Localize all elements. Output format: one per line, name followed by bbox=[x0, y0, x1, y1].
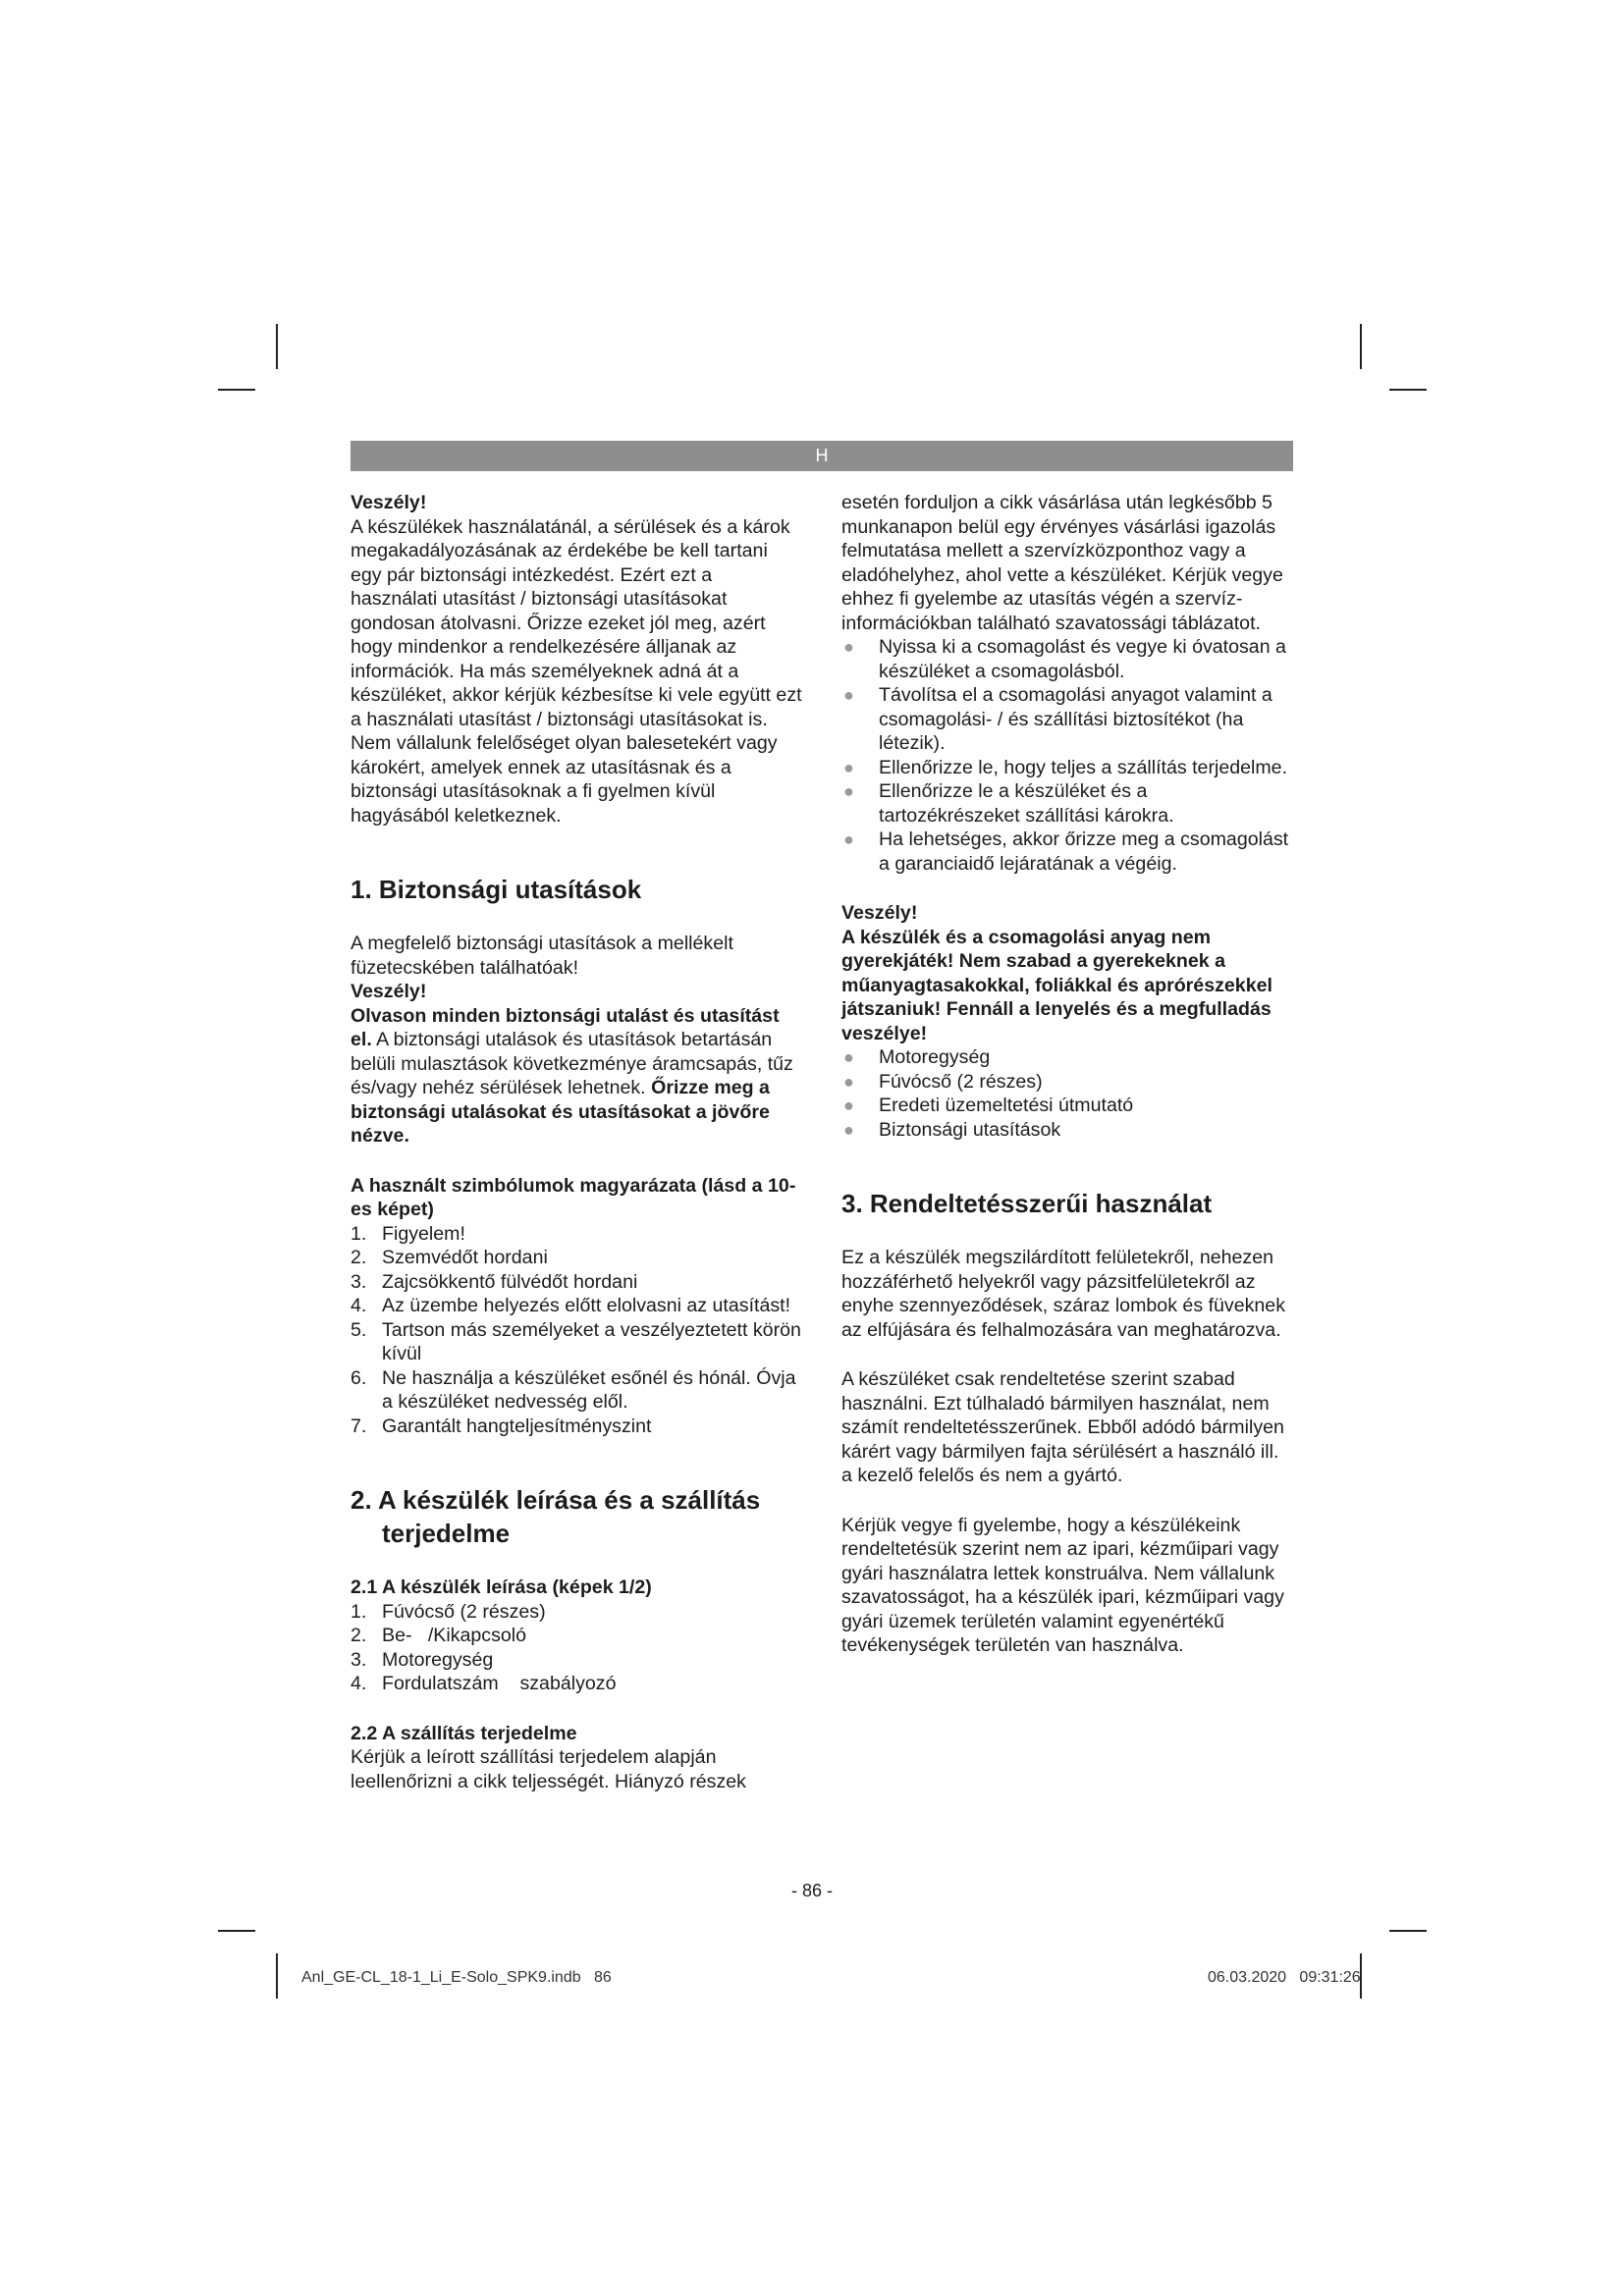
section-2-2-text: Kérjük a leírott szállítási terjedelem alapján leellenőrizni a cikk teljességét. Hiányzó részek bbox=[351, 1746, 746, 1792]
bullet-dot-icon: ● bbox=[843, 1047, 854, 1067]
item-number: 4. bbox=[351, 1673, 367, 1694]
list-item bbox=[351, 1270, 802, 1295]
crop-mark bbox=[276, 324, 278, 369]
item-text: Eredeti üzemeltetési útmutató bbox=[879, 1095, 1134, 1116]
item-text: Motoregység bbox=[879, 1046, 991, 1068]
list-item bbox=[841, 1045, 1293, 1070]
section-2-1-title: 2.1 A készülék leírása (képek 1/2) bbox=[351, 1576, 652, 1598]
list-item bbox=[351, 1318, 802, 1366]
bullet-dot-icon: ● bbox=[843, 637, 854, 657]
item-text: Be- /Kikapcsoló bbox=[382, 1625, 527, 1646]
item-number: 1. bbox=[351, 1600, 367, 1623]
list-item bbox=[351, 1366, 802, 1415]
item-text: Ellenőrizze le a készüléket és a tartozékrészeket szállítási károkra. bbox=[879, 780, 1174, 827]
item-text: Biztonsági utasítások bbox=[879, 1118, 1061, 1141]
warning-text: A készülék és a csomagolási anyag nem gyerekjáték! Nem szabad a gyerekeknek a műanyagtasakokkal, foliákkal és aprórészekkel játszaniuk! Fennáll a lenyelés és a megfulladás veszélye! bbox=[841, 926, 1272, 1044]
delivery-contents-list bbox=[841, 1045, 1293, 1142]
section-3-title: 3. Rendeltetésszerűi használat bbox=[841, 1189, 1213, 1218]
item-text: Figyelem! bbox=[382, 1222, 465, 1245]
item-text: Ne használja a készüléket esőnél és hónál. Óvja a készüléket nedvesség elől. bbox=[382, 1366, 796, 1413]
item-number: 3. bbox=[351, 1270, 367, 1293]
safety-paragraph bbox=[351, 1004, 802, 1148]
bullet-dot-icon: ● bbox=[843, 781, 854, 801]
section-2-2-title: 2.2 A szállítás terjedelme bbox=[351, 1722, 577, 1744]
list-item bbox=[841, 779, 1293, 828]
item-number: 4. bbox=[351, 1295, 367, 1316]
list-item bbox=[351, 1246, 802, 1270]
crop-mark bbox=[276, 1953, 278, 1999]
list-item bbox=[841, 1094, 1293, 1118]
item-number: 1. bbox=[351, 1222, 367, 1245]
item-text: Motoregység bbox=[382, 1648, 494, 1671]
list-item bbox=[841, 1070, 1293, 1095]
bullet-dot-icon: ● bbox=[843, 1095, 854, 1115]
warning-text: A készülékek használatánál, a sérülések és a károk megakadályozásának az érdekébe be kell tartani egy pár biztonsági intézkedést. Ezért ezt a használati utasítást / biztonsági utasításokat gondosan átolvasni. Őrizze ezeket jól meg, azért hogy mindenkor a rendelkezésére álljanak az információk. Ha más személyeknek adná át a készüléket, akkor kérjük kézbesítse ki vele együtt ezt a használati utasítást / biztonsági utasításokat is. Nem vállalunk felelőséget olyan balesetekért vagy károkért, amelyek ennek az utasításnak és a biztonsági utasításoknak a fi gyelmen kívül hagyásából keletkeznek. bbox=[351, 515, 802, 827]
list-item bbox=[351, 1624, 802, 1648]
footer-filename: Anl_GE-CL_18-1_Li_E-Solo_SPK9.indb 86 bbox=[301, 1969, 612, 1986]
list-item bbox=[351, 1672, 802, 1696]
item-number: 7. bbox=[351, 1415, 367, 1437]
item-text: Távolítsa el a csomagolási anyagot valamint a csomagolási- / és szállítási biztosítékot (ha létezik). bbox=[879, 684, 1272, 754]
item-text: Ha lehetséges, akkor őrizze meg a csomagolást a garanciaidő lejáratának a végéig. bbox=[879, 828, 1289, 875]
section-2-title: 2. A készülék leírása és a szállítás terjedelme bbox=[351, 1485, 761, 1548]
item-text: Fúvócső (2 részes) bbox=[879, 1070, 1043, 1093]
language-header-bar: H bbox=[351, 441, 1293, 471]
right-column bbox=[841, 491, 1293, 1658]
crop-mark bbox=[218, 1930, 255, 1932]
list-item bbox=[351, 1648, 802, 1673]
list-item bbox=[351, 1222, 802, 1247]
bullet-dot-icon: ● bbox=[843, 685, 854, 705]
list-item bbox=[351, 1415, 802, 1439]
list-item bbox=[841, 635, 1293, 683]
section-1-title: 1. Biztonsági utasítások bbox=[351, 875, 642, 904]
crop-mark bbox=[1389, 1930, 1427, 1932]
item-text: Az üzembe helyezés előtt elolvasni az utasítást! bbox=[382, 1295, 791, 1316]
crop-mark bbox=[1389, 389, 1427, 391]
item-text: Garantált hangteljesítményszint bbox=[382, 1415, 652, 1437]
left-column bbox=[351, 491, 802, 1793]
item-number: 6. bbox=[351, 1366, 367, 1389]
warning-title: Veszély! bbox=[351, 492, 427, 513]
item-text: Zajcsökkentő fülvédőt hordani bbox=[382, 1270, 638, 1293]
warning-title: Veszély! bbox=[841, 902, 918, 924]
symbols-title: A használt szimbólumok magyarázata (lásd a 10-es képet) bbox=[351, 1174, 796, 1220]
safety-text-1: A biztonsági utalások és utasítások betartásán belüli mulasztások következménye áramcsapás, tűz és/vagy nehéz sérülések lehetnek. bbox=[351, 1029, 793, 1098]
safety-warning-title: Veszély! bbox=[351, 981, 427, 1002]
item-number: 2. bbox=[351, 1247, 367, 1268]
intended-use-paragraph-2: A készüléket csak rendeltetése szerint szabad használni. Ezt túlhaladó bármilyen használat, nem számít rendeltetésszerűnek. Ebből adódó bármilyen kárért vagy bármilyen fajta sérülésért a használó ill. a kezelő felelős és nem a gyártó. bbox=[841, 1368, 1284, 1486]
bullet-dot-icon: ● bbox=[843, 829, 854, 849]
symbols-list bbox=[351, 1222, 802, 1439]
list-item bbox=[841, 828, 1293, 876]
intended-use-paragraph-1: Ez a készülék megszilárdított felületekről, nehezen hozzáférhető helyekről vagy pázsitfelületekről az enyhe szennyeződések, száraz lombok és füveknek az elfújására és felhalmozására van meghatározva. bbox=[841, 1247, 1285, 1341]
page-number: - 86 - bbox=[790, 1881, 833, 1900]
item-number: 5. bbox=[351, 1318, 367, 1341]
item-text: Fúvócső (2 részes) bbox=[382, 1600, 546, 1623]
item-text: Tartson más személyeket a veszélyeztetett körön kívül bbox=[382, 1318, 801, 1364]
item-text: Nyissa ki a csomagolást és vegye ki óvatosan a készüléket a csomagolásból. bbox=[879, 636, 1286, 682]
item-text: Fordulatszám szabályozó bbox=[382, 1673, 617, 1694]
bullet-dot-icon: ● bbox=[843, 1071, 854, 1092]
list-item bbox=[351, 1600, 802, 1625]
parts-list bbox=[351, 1600, 802, 1696]
safety-bold-2: Őrizze meg a biztonsági utalásokat és utasításokat a jövőre nézve. bbox=[351, 1077, 770, 1147]
safety-intro: A megfelelő biztonsági utasítások a mellékelt füzetecskében találhatóak! bbox=[351, 933, 733, 979]
item-number: 2. bbox=[351, 1625, 367, 1646]
item-number: 3. bbox=[351, 1648, 367, 1671]
list-item bbox=[841, 1118, 1293, 1143]
safety-bold-1: Olvason minden biztonsági utalást és utasítást el. bbox=[351, 1004, 780, 1050]
list-item bbox=[351, 1294, 802, 1318]
crop-mark bbox=[1360, 324, 1362, 369]
list-item bbox=[841, 756, 1293, 780]
item-text: Ellenőrizze le, hogy teljes a szállítás terjedelme. bbox=[879, 756, 1288, 778]
item-text: Szemvédőt hordani bbox=[382, 1247, 548, 1268]
list-item bbox=[841, 683, 1293, 756]
intended-use-paragraph-3: Kérjük vegye fi gyelembe, hogy a készülékeink rendeltetésük szerint nem az ipari, kézműipari vagy gyári használatra lettek konstruálva. Nem vállalunk szavatosságot, ha a készülék ipari, kézműipari vagy gyári üzemek területén valamint egyenértékű tevékenységek területén van használva. bbox=[841, 1514, 1284, 1656]
footer-timestamp: 06.03.2020 09:31:26 bbox=[1208, 1969, 1361, 1986]
unpacking-checklist bbox=[841, 635, 1293, 876]
crop-mark bbox=[218, 389, 255, 391]
bullet-dot-icon: ● bbox=[843, 1119, 854, 1140]
continued-text: esetén forduljon a cikk vásárlása után legkésőbb 5 munkanapon belül egy érvényes vásárlási igazolás felmutatása mellett a szervízközponthoz vagy a eladóhelyhez, ahol vette a készüléket. Kérjük vegye ehhez fi gyelembe az utasítás végén a szervíz-információkban található szavatossági táblázatot. bbox=[841, 492, 1283, 634]
bullet-dot-icon: ● bbox=[843, 757, 854, 777]
